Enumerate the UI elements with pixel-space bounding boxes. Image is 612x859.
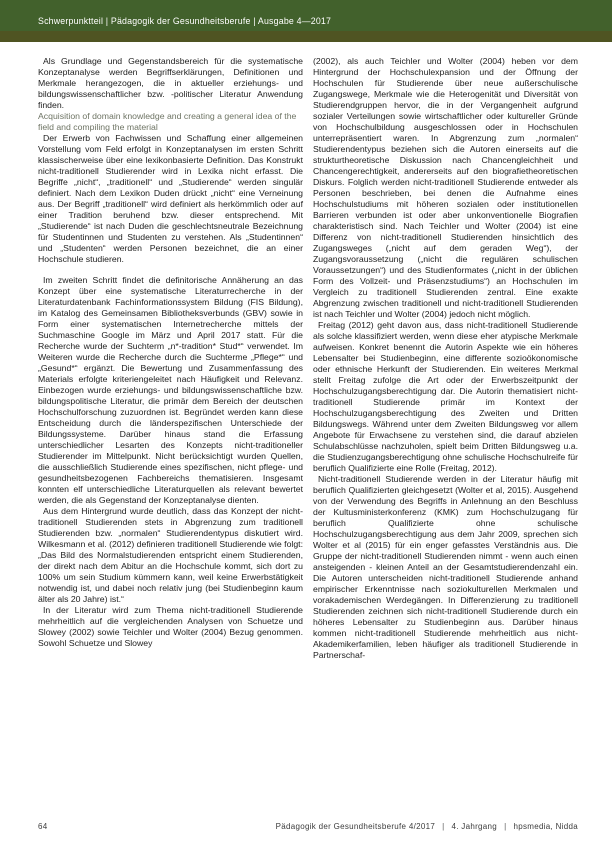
page-number: 64	[38, 822, 48, 831]
paragraph: Aus dem Hintergrund wurde deutlich, dass das Konzept der nicht-traditionell Studierenden stets in Abgrenzung zum traditionell Studierenden bzw. „normalen“ Studierendentypus diskutiert wird. Wilkesmann et al. (2012) definieren traditionell Studierende wie folgt: „Das Bild des Normalstudierenden entspricht einem Studierenden, der direkt nach dem Abitur an die Hochschule kommt, sich dort zu 100% um sein Studium kümmern kann, weil keine Erwerbstätigkeit notwendig ist, und dabei noch relativ jung (bei Studienbeginn kaum älter als 20 Jahre) ist.“	[38, 506, 303, 604]
right-column	[313, 56, 578, 661]
footer-separator: |	[442, 822, 445, 831]
section-heading: Acquisition of domain knowledge and creating a general idea of the field and compiling the material	[38, 111, 297, 132]
footer-journal-title: Pädagogik der Gesundheitsberufe 4/2017	[275, 822, 436, 831]
paragraph: In der Literatur wird zum Thema nicht-traditionell Studierende mehrheitlich auf die vergleichenden Analysen von Schuetze und Slowey (2002) sowie Teichler und Wolter (2004) Bezug genommen. Sowohl Schuetze und Slowey	[38, 605, 303, 648]
footer-volume: 4. Jahrgang	[451, 822, 498, 831]
paragraph: Der Erwerb von Fachwissen und Schaffung einer allgemeinen Vorstellung vom Feld erfolgt in Konzeptanalysen im ersten Schritt klassischerweise über eine lexikonbasierte Definition. Das Konstrukt nicht-traditionell Studierender wird in Lexika nicht erfasst. Die Begriffe „nicht“, „traditionell“ und „Studierende“ werden singulär definiert. Nach dem Lexikon Duden drückt „nicht“ eine Verneinung aus. Der Begriff „traditionell“ wird definiert als herkömmlich oder auf einer Tradition beruhend bzw. dieser entsprechend. Mit „Studierende“ ist nach Duden die geschlechtsneutrale Bezeichnung für Studentinnen und Studenten zu verstehen. Als „Studentinnen“ und „Studenten“ werden Personen bezeichnet, die an einer Hochschule studieren.	[38, 133, 303, 264]
header-accent-stripe	[0, 31, 612, 42]
article-body	[0, 42, 612, 661]
paragraph-intro: Als Grundlage und Gegenstandsbereich für die systematische Konzeptanalyse werden Begriffserklärungen, Definitionen und Merkmale herangezogen, die in aktueller erziehungs- und bildungswissenschaftlicher bzw. -politischer Literatur Anwendung finden.	[38, 56, 303, 110]
header-running-title: Schwerpunktteil | Pädagogik der Gesundheitsberufe | Ausgabe 4—2017	[38, 16, 332, 26]
paragraph-continuation: (2002), als auch Teichler und Wolter (2004) heben vor dem Hintergrund der Hochschulexpansion und der Öffnung der Hochschulen für Studierende über neue außerschulische Zugangswege, Merkmale wie die Heterogenität und Diversität von Studierendgruppen hervor, die in der Vergangenheit aufgrund sozialer Verteilungen sowie wirtschaftlicher oder kultureller Gründe von Hochschulbildung ausgeschlossen oder in Hochschulen unterrepräsentiert waren. In Abgrenzung zum „normalen“ Studierendentypus beziehen sich die Autoren einerseits auf die strukturtheoretische Diskussion nach Chancengleichheit und Chancengerechtigkeit, andererseits auf den biografietheoretischen Diskurs. Folglich werden nicht-traditionell Studierende entweder als Personen beschrieben, bei denen die Aufnahme eines Hochschulstudiums mit höheren sozialen oder institutionellen Barrieren verbunden ist oder aber unkonventionelle Biografien charakteristisch sind. Nach Teichler und Wolter (2004) ist eine Differenz von nicht-traditionell Studierenden hinsichtlich des Zugangsweges („nicht auf dem geraden Weg“), der Zugangsvoraussetzung („nicht die regulären schulischen Voraussetzungen“) und des Studienformates („nicht in der üblichen Form des Vollzeit- und Präsenzstudiums“) an Hochschulen im Vergleich zu traditionell Studierenden zentral. Eine exakte Abgrenzung zwischen traditionell und nicht-traditionell Studierenden ist nach Teichler und Wolter (2004) jedoch nicht möglich.	[313, 56, 578, 319]
page-header-bar	[0, 0, 612, 31]
footer-publisher: hpsmedia, Nidda	[513, 822, 578, 831]
footer-separator: |	[504, 822, 507, 831]
paragraph: Im zweiten Schritt findet die definitorische Annäherung an das Konzept über eine systematische Literaturrecherche in der Literaturdatenbank Fachinformationssystem Bildung (FIS Bildung), im Katalog des Gemeinsamen Bibliotheksverbunds (GBV) sowie in Form einer systematischen Internetrecherche mittels der Suchmaschine Google im März und April 2017 statt. Für die Recherche wurde der Suchterm „n*-tradition* Stud*“ verwendet. Im Weiteren wurde die Recherche durch die Suchterme „Pflege*“ und „Gesund*“ ergänzt. Die Bewertung und Zusammenfassung des Materials erfolgte kriteriengeleitet nach Häufigkeit und Relevanz. Einbezogen wurde erziehungs- und bildungswissenschaftliche bzw. bildungspolitische Literatur, die primär dem Bereich der deutschen Hochschulforschung zuzuordnen ist. Begründet werden kann diese Entscheidung durch die länderspezifischen Unterschiede der Bildungssysteme. Darüber hinaus stand die Erfassung unterschiedlicher Lesarten des Konzepts nicht-traditioneller Studierender im Mittelpunkt. Nicht berücksichtigt wurden Quellen, die ausschließlich Studierende eines spezifischen, nicht pflege- und gesundheitsbezogenen Fachbereichs thematisieren. Insgesamt konnten elf unterschiedliche Literaturquellen als relevant bewertet werden, die als Gegenstand der Konzeptanalyse dienten.	[38, 275, 303, 505]
page-footer	[38, 822, 578, 831]
paragraph: Freitag (2012) geht davon aus, dass nicht-traditionell Studierende als solche klassifiziert werden, wenn diese eher atypische Merkmale aufweisen. Konkret benennt die Autorin Aspekte wie ein höheres Lebensalter bei Studienbeginn, eine differente sozioökonomische oder ethnische Herkunft der Studierenden. Ein weiteres Merkmal stellt Freitag zufolge die Art oder der Erwerbszeitpunkt der Hochschulzugangsberechtigung dar. Die Autorin thematisiert nicht-traditionell Studierende primär im Kontext der Hochschulzugangsberechtigung des Zweiten und Dritten Bildungswegs. Während unter dem Zweiten Bildungsweg vor allem Angebote für Erwachsene zu verstehen sind, die darauf abzielen Schulabschlüsse nachzuholen, spielt beim Dritten Bildungsweg u.a. die Studienzugangsberechtigung ohne schulische Hochschulreife für beruflich Qualifizierte eine Rolle (Freitag, 2012).	[313, 320, 578, 473]
paragraph: Nicht-traditionell Studierende werden in der Literatur häufig mit beruflich Qualifizierten gleichgesetzt (Wolter et al, 2015). Ausgehend von der Verwendung des Begriffs in Anlehnung an den Beschluss der Kultusministerkonferenz (KMK) zum Hochschulzugang für beruflich Qualifizierte ohne schulische Hochschulzugangsberechtigung aus dem Jahr 2009, sprechen sich Wolter et al (2015) für ein enger gefasstes Verständnis aus. Die Gruppe der nicht-traditionell Studierenden nimmt - wenn auch einen ansteigenden - kleinen Anteil an der Gesamtstudierendenzahl ein. Die Autoren unterscheiden nicht-traditionell Studierende anhand empirischer Erkenntnisse nach soziokulturellen Merkmalen und vorakademischen Werdegängen. In Differenzierung zu traditionell Studierenden zeichnen sich nicht-traditionell Studierende durch ein höheres Lebensalter zu Studienbeginn aus. Darüber hinaus kommen nicht-traditionell Studierende mehrheitlich aus nicht-Akademikerfamilien, leben häufiger als traditionell Studierende in Partnerschaf-	[313, 474, 578, 660]
footer-journal-line	[276, 822, 578, 831]
left-column	[38, 56, 303, 661]
